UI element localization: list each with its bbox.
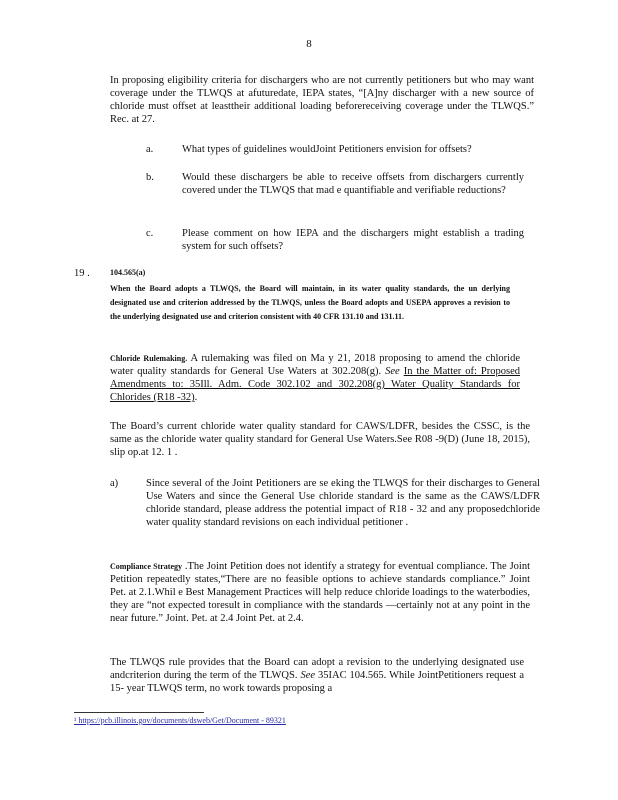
boards-paragraph-text: The Board’s current chloride water quality standard for CAWS/LDFR, besides the CSSC, is the same as the chloride water quality standard for General Use Waters.See R08 -9(D) (June 18, 2015), slip op.at 12. 1 . bbox=[110, 421, 530, 458]
intro-paragraph-text: In proposing eligibility criteria for dischargers who are not currently petitioners but who may want coverage under the TLWQS at afuturedate, IEPA states, “[A]ny discharger with a new source of chloride must offset at leasttheir additional loading beforereceiving coverage under the TLWQS.” Rec. at 27. bbox=[110, 75, 534, 125]
tlwqs-see-signal: See bbox=[300, 670, 316, 681]
tlwqs-text-after: 35IAC 104.565. While JointPetitioners request a 15- year TLWQS term, no work towards proposing a bbox=[110, 670, 524, 694]
see-signal: See bbox=[385, 366, 400, 377]
chloride-end: . bbox=[194, 392, 198, 403]
item-number-19: 19 . bbox=[74, 268, 90, 279]
question-a-chloride-label: a) bbox=[110, 478, 119, 489]
compliance-runin-heading: Compliance Strategy bbox=[110, 562, 183, 571]
chloride-text: A rulemaking was filed on Ma y 21, 2018 proposing to amend the chloride water quality standards for General Use Waters at 302.208(g). bbox=[110, 353, 520, 377]
question-c-label: c. bbox=[146, 228, 154, 239]
footnote-divider bbox=[74, 712, 204, 713]
section-heading: 104.565(a) bbox=[110, 268, 146, 277]
chloride-paragraph bbox=[110, 352, 520, 404]
question-b-text: Would these dischargers be able to receive offsets from dischargers currently covered under the TLWQS that mad e quantifiable and verifiable reductions? bbox=[182, 172, 524, 196]
question-a-text: What types of guidelines wouldJoint Petitioners envision for offsets? bbox=[182, 144, 472, 155]
section-quote: When the Board adopts a TLWQS, the Board will maintain, in its water quality standards, the un derlying designated use and criterion addressed by the TLWQS, unless the Board adopts and USEPA approves a revision to the underlying designated use and criterion consistent with 40 CFR 131.10 and 131.11. bbox=[110, 284, 510, 321]
compliance-text: .The Joint Petition does not identify a strategy for eventual compliance. The Joint Petition repeatedly states,“There are no feasible options to achieve standards compliance.” Joint Pet. at 2.1.Whil e Best Management Practices will help reduce chloride loadings to the waterbodies, they are “not expected toresult in compliance with the standards —certainly not at any point in the near future.” Joint. Pet. at 2.4 Joint Pet. at 2.4. bbox=[110, 561, 530, 624]
intro-paragraph bbox=[110, 74, 534, 126]
question-b-label: b. bbox=[146, 172, 154, 183]
chloride-runin-heading: Chloride Rulemaking. bbox=[110, 354, 188, 363]
footnote-link[interactable]: ¹ https://pcb.illinois.gov/documents/dsweb/Get/Document - 89321 bbox=[74, 716, 286, 725]
question-a-label: a. bbox=[146, 144, 154, 155]
boards-paragraph bbox=[110, 420, 530, 459]
compliance-paragraph bbox=[110, 560, 530, 625]
question-a-chloride-text: Since several of the Joint Petitioners are se eking the TLWQS for their discharges to General Use Waters and since the General Use chloride standard is the same as the CAWS/LDFR chloride standard, please address the potential impact of R18 - 32 and any proposedchloride water quality standard revisions on each individual petitioner . bbox=[146, 478, 540, 528]
question-c-text: Please comment on how IEPA and the dischargers might establish a trading system for such offsets? bbox=[182, 228, 524, 252]
tlwqs-paragraph bbox=[110, 656, 524, 695]
matter-citation-link[interactable]: In the Matter of: Proposed Amendments to: 35Ill. Adm. Code 302.102 and 302.208(g) Water Quality Standards for Chlorides (R18 -32) bbox=[110, 366, 520, 403]
page-number: 8 bbox=[306, 38, 312, 50]
tlwqs-text: The TLWQS rule provides that the Board can adopt a revision to the underlying designated use andcriterion during the term of the TLWQS. bbox=[110, 657, 524, 681]
